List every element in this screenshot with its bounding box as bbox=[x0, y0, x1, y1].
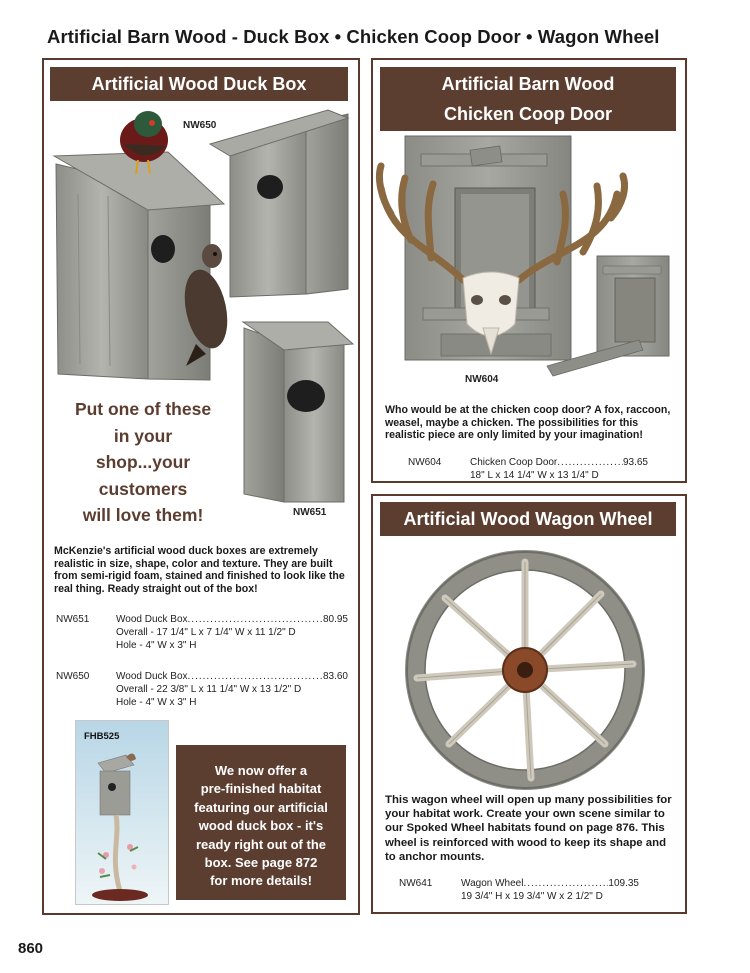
spec-nw650-price: 83.60 bbox=[322, 671, 348, 682]
wagon-wheel-description: This wagon wheel will open up many possibilities for your habitat work. Create your own scene similar to our Spoked Wheel habitats found on page 876. This wheel is reinforced with wood to keep its shape and to anchor mounts. bbox=[385, 794, 672, 863]
coop-door-banner-line-1: Artificial Barn Wood bbox=[441, 74, 615, 94]
habitat-code: FHB525 bbox=[84, 731, 120, 742]
promo-line-6: box. See page 872 bbox=[204, 855, 318, 871]
coop-door-description: Who would be at the chicken coop door? A fox, raccoon, weasel, maybe a chicken. The possibilities for this realistic piece are only limited by your imagination! bbox=[385, 404, 671, 442]
spec-nw641 bbox=[399, 877, 649, 903]
spec-nw641-dots bbox=[523, 877, 608, 890]
spec-nw604-code: NW604 bbox=[408, 457, 442, 468]
promo-line-3: featuring our artificial bbox=[194, 799, 328, 815]
promo-line-2: pre-finished habitat bbox=[200, 781, 322, 797]
promo-box bbox=[176, 745, 346, 900]
wagon-wheel-banner: Artificial Wood Wagon Wheel bbox=[380, 502, 676, 536]
page-number: 860 bbox=[18, 940, 44, 957]
callout-line-4: customers bbox=[98, 478, 188, 499]
spec-nw650-code: NW650 bbox=[56, 671, 90, 682]
spec-nw651-price: 80.95 bbox=[322, 614, 348, 625]
promo-line-4: wood duck box - it's bbox=[198, 818, 324, 834]
habitat-illustration bbox=[76, 743, 168, 903]
spec-nw650-name: Wood Duck Box bbox=[116, 671, 188, 682]
spec-nw651-dots bbox=[188, 613, 323, 626]
label-nw651: NW651 bbox=[293, 507, 327, 518]
spec-nw641-price: 109.35 bbox=[608, 878, 639, 889]
coop-door-illustration bbox=[371, 128, 687, 368]
spec-nw650-detail-1: Overall - 22 3/8" L x 11 1/4" W x 13 1/2" D bbox=[116, 684, 302, 695]
callout-line-5: will love them! bbox=[82, 505, 204, 525]
spec-nw650-dots bbox=[188, 670, 323, 683]
spec-nw604-name: Chicken Coop Door bbox=[470, 457, 558, 468]
spec-nw651-name: Wood Duck Box bbox=[116, 614, 188, 625]
spec-nw651 bbox=[56, 613, 348, 653]
spec-nw604-dots bbox=[557, 456, 623, 469]
coop-door-banner-line-2: Chicken Coop Door bbox=[443, 104, 612, 124]
callout-line-3: shop...your bbox=[95, 452, 191, 472]
spec-nw604-detail-1: 18" L x 14 1/4" W x 13 1/4" D bbox=[470, 470, 599, 481]
label-nw650: NW650 bbox=[183, 120, 217, 131]
promo-line-1: We now offer a bbox=[214, 763, 308, 778]
spec-nw641-code: NW641 bbox=[399, 878, 433, 889]
wagon-wheel-illustration bbox=[405, 548, 645, 788]
callout-line-1: Put one of these bbox=[74, 399, 212, 419]
habitat-photo bbox=[75, 720, 169, 905]
coop-door-banner bbox=[380, 67, 676, 131]
spec-nw641-detail-1: 19 3/4" H x 19 3/4" W x 2 1/2" D bbox=[461, 891, 603, 902]
promo-line-5: ready right out of the bbox=[196, 836, 326, 852]
spec-nw651-code: NW651 bbox=[56, 614, 90, 625]
duck-box-banner: Artificial Wood Duck Box bbox=[50, 67, 348, 101]
spec-nw604 bbox=[408, 456, 653, 482]
spec-nw650-detail-2: Hole - 4" W x 3" H bbox=[116, 697, 197, 708]
spec-nw641-name: Wagon Wheel bbox=[461, 878, 524, 889]
promo-line-7: for more details! bbox=[210, 873, 312, 889]
spec-nw651-detail-1: Overall - 17 1/4" L x 7 1/4" W x 11 1/2" D bbox=[116, 627, 296, 638]
callout-line-2: in your bbox=[113, 425, 173, 446]
label-nw604: NW604 bbox=[465, 374, 499, 385]
spec-nw604-price: 93.65 bbox=[622, 457, 648, 468]
duck-box-description: McKenzie's artificial wood duck boxes are extremely realistic in size, shape, color and texture. They are built from semi-rigid foam, stained and finished to look like the real thing. Ready straight out of the box! bbox=[54, 545, 345, 595]
duck-box-callout bbox=[52, 396, 234, 529]
spec-nw650 bbox=[56, 670, 348, 710]
page-title: Artificial Barn Wood - Duck Box • Chicken Coop Door • Wagon Wheel bbox=[47, 26, 660, 47]
spec-nw651-detail-2: Hole - 4" W x 3" H bbox=[116, 640, 197, 651]
